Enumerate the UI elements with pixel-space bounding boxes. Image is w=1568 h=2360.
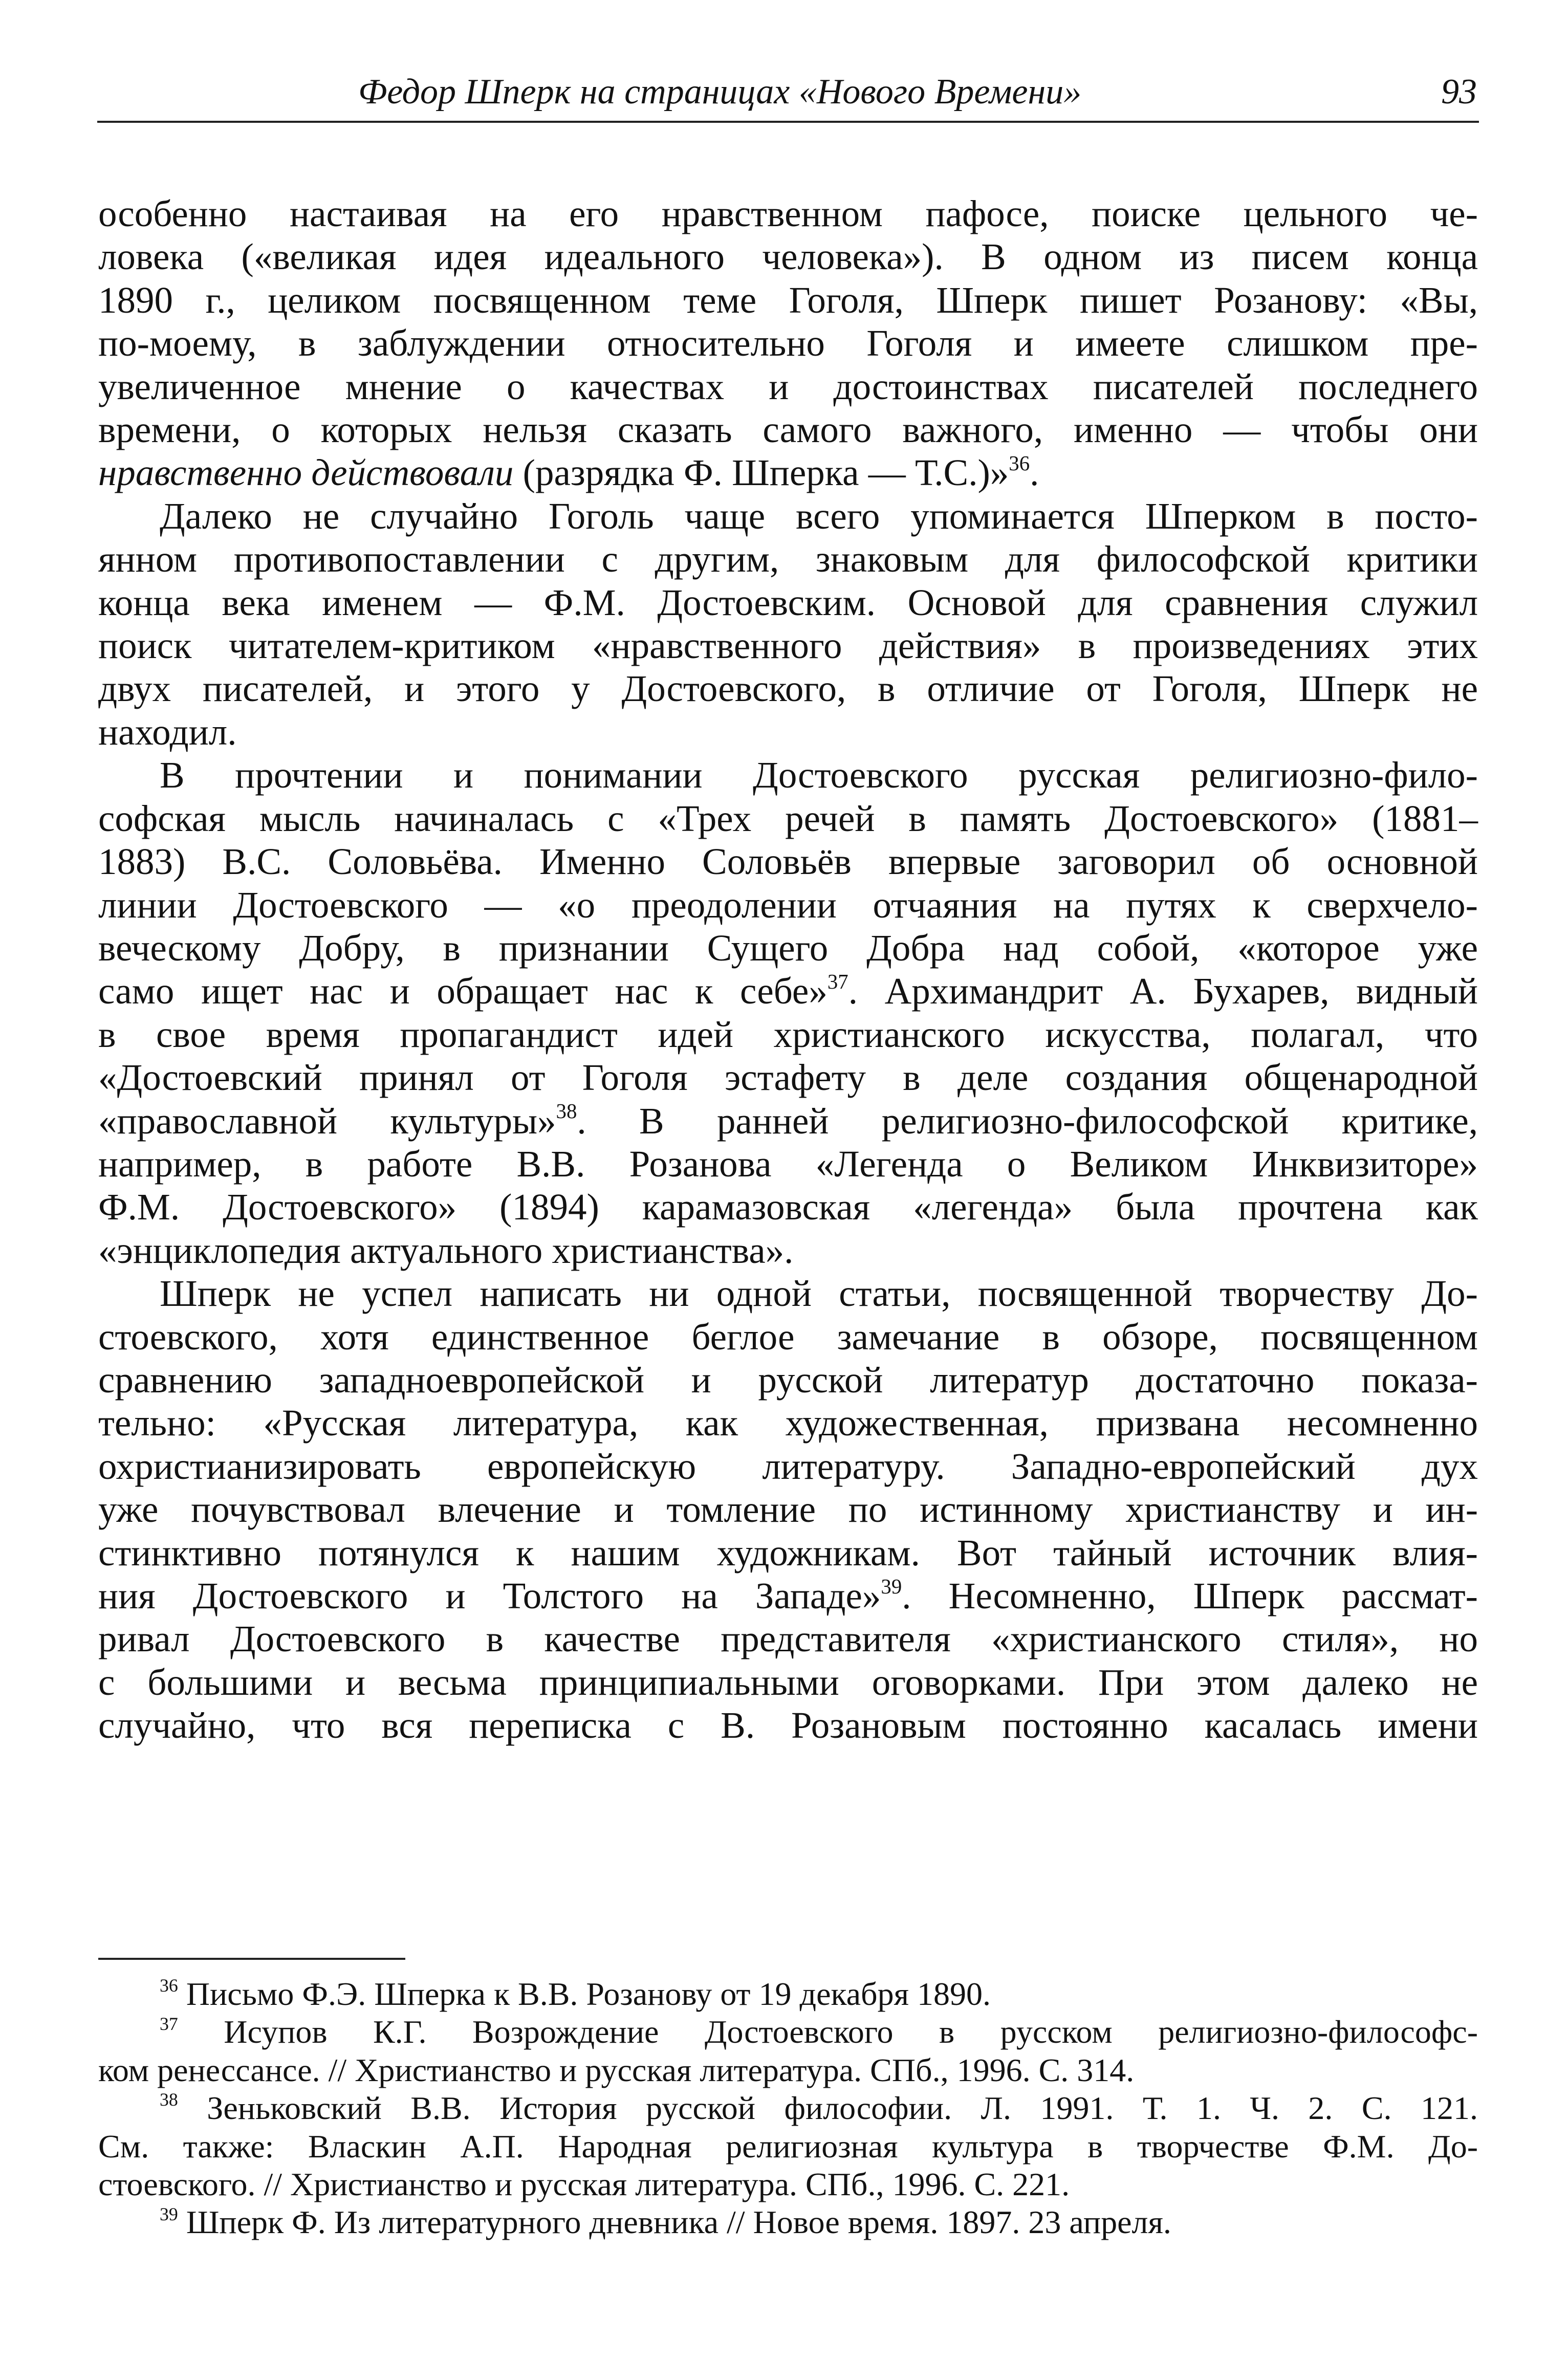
footnote-ref-36[interactable]: 36 — [1009, 452, 1030, 475]
footnote-separator — [98, 1958, 405, 1960]
footnote-number: 39 — [160, 2203, 178, 2224]
text-line: линии Достоевского — «о преодолении отчаяния на путях к сверхчело- — [98, 884, 1478, 926]
footnote-text: Шперк Ф. Из литературного дневника // Новое время. 1897. 23 апреля. — [178, 2204, 1171, 2241]
footnote-38 — [98, 2089, 1478, 2203]
text-line: по-моему, в заблуждении относительно Гоголя и имеете слишком пре- — [98, 322, 1478, 364]
text-line: софская мысль начиналась с «Трех речей в память Достоевского» (1881– — [98, 797, 1478, 839]
text-run: . — [1030, 452, 1039, 494]
footnote-line: ком ренессансе. // Христианство и русская литература. СПб., 1996. С. 314. — [98, 2051, 1135, 2088]
text-line: ривал Достоевского в качестве представителя «христианского стиля», но — [98, 1618, 1478, 1660]
text-line: тельно: «Русская литература, как художественная, призвана несомненно — [98, 1402, 1478, 1444]
text-run: ния Достоевского и Толстого на Западе» — [98, 1575, 881, 1616]
footnote-line — [98, 1975, 1478, 2013]
text-line: случайно, что вся переписка с В. Розановым постоянно касалась имени — [98, 1705, 1478, 1746]
footnote-line — [98, 2013, 1478, 2051]
text-line: 1883) В.С. Соловьёва. Именно Соловьёв впервые заговорил об основной — [98, 841, 1478, 883]
text-line: охристианизировать европейскую литературу. Западно-европейский дух — [98, 1445, 1478, 1487]
text-line: в свое время пропагандист идей христианского искусства, полагал, что — [98, 1013, 1478, 1055]
emphasized-text: нравственно действовали — [98, 452, 514, 494]
text-line: сравнению западноевропейской и русской литератур достаточно показа- — [98, 1359, 1478, 1401]
footnote-39 — [98, 2203, 1478, 2241]
text-line: Далеко не случайно Гоголь чаще всего упоминается Шперком в посто- — [160, 495, 1478, 537]
text-line — [98, 1575, 1478, 1618]
text-line — [98, 970, 1478, 1013]
text-line: находил. — [98, 711, 237, 753]
running-title: Федор Шперк на страницах «Нового Времени» — [358, 72, 1082, 112]
footnote-ref-37[interactable]: 37 — [827, 970, 848, 993]
text-run: «православной культуры» — [98, 1100, 556, 1142]
text-line: времени, о которых нельзя сказать самого важного, именно — чтобы они — [98, 409, 1478, 451]
text-line: особенно настаивая на его нравственном пафосе, поиске цельного че- — [98, 193, 1478, 234]
text-run: . Несомненно, Шперк рассмат- — [902, 1575, 1478, 1616]
text-run: . Архимандрит А. Бухарев, видный — [848, 970, 1478, 1012]
text-line: поиск читателем-критиком «нравственного действия» в произведениях этих — [98, 625, 1478, 667]
footnotes — [98, 1975, 1478, 2242]
footnote-37 — [98, 2013, 1478, 2089]
main-text — [98, 192, 1478, 1747]
text-run: . В ранней религиозно-философской критике, — [577, 1100, 1478, 1142]
text-run: само ищет нас и обращает нас к себе» — [98, 970, 827, 1012]
text-line: ловека («великая идея идеального человека»). В одном из писем конца — [98, 236, 1478, 278]
text-line: уже почувствовал влечение и томление по истинному христианству и ин- — [98, 1489, 1478, 1531]
text-line: янном противопоставлении с другим, знаковым для философской критики — [98, 538, 1478, 580]
footnote-text: Исупов К.Г. Возрождение Достоевского в русском религиозно-философс- — [178, 2014, 1478, 2050]
paragraph-3 — [98, 754, 1478, 1272]
text-line: веческому Добру, в признании Сущего Добра над собой, «которое уже — [98, 927, 1478, 969]
text-line — [98, 1100, 1478, 1143]
page-number: 93 — [1441, 72, 1477, 112]
paragraph-4 — [98, 1272, 1478, 1747]
text-line — [98, 451, 1478, 494]
footnote-ref-38[interactable]: 38 — [556, 1100, 577, 1123]
text-line: «энциклопедия актуального христианства». — [98, 1229, 794, 1271]
paragraph-2 — [98, 495, 1478, 754]
paragraph-1 — [98, 192, 1478, 495]
header-rule — [97, 121, 1479, 123]
footnote-number: 38 — [160, 2089, 178, 2110]
text-line: с большими и весьма принципиальными оговорками. При этом далеко не — [98, 1661, 1478, 1703]
text-line: Ф.М. Достоевского» (1894) карамазовская «легенда» была прочтена как — [98, 1186, 1478, 1228]
footnote-line — [98, 2203, 1478, 2241]
text-line: стинктивно потянулся к нашим художникам. Вот тайный источник влия- — [98, 1532, 1478, 1574]
text-line: 1890 г., целиком посвященном теме Гоголя, Шперк пишет Розанову: «Вы, — [98, 279, 1478, 321]
footnote-line: См. также: Власкин А.П. Народная религиозная культура в творчестве Ф.М. До- — [98, 2128, 1478, 2165]
text-line: конца века именем — Ф.М. Достоевским. Основой для сравнения служил — [98, 581, 1478, 623]
footnote-36 — [98, 1975, 1478, 2013]
text-line: например, в работе В.В. Розанова «Легенда о Великом Инквизиторе» — [98, 1143, 1478, 1185]
text-run: (разрядка Ф. Шперка — Т.С.)» — [513, 452, 1009, 494]
footnote-number: 36 — [160, 1975, 178, 1996]
text-line: стоевского, хотя единственное беглое замечание в обзоре, посвященном — [98, 1316, 1478, 1358]
text-line: В прочтении и понимании Достоевского русская религиозно-фило- — [160, 754, 1478, 796]
text-line: двух писателей, и этого у Достоевского, в отличие от Гоголя, Шперк не — [98, 668, 1478, 710]
text-line: «Достоевский принял от Гоголя эстафету в деле создания общенародной — [98, 1057, 1478, 1099]
text-line: увеличенное мнение о качествах и достоинствах писателей последнего — [98, 365, 1478, 407]
footnote-text: Письмо Ф.Э. Шперка к В.В. Розанову от 19 декабря 1890. — [178, 1976, 991, 2012]
text-line: Шперк не успел написать ни одной статьи, посвященной творчеству До- — [160, 1273, 1478, 1315]
footnote-line — [98, 2089, 1478, 2127]
footnote-text: Зеньковский В.В. История русской философии. Л. 1991. Т. 1. Ч. 2. С. 121. — [178, 2090, 1478, 2127]
footnote-ref-39[interactable]: 39 — [881, 1575, 902, 1598]
footnote-line: стоевского. // Христианство и русская литература. СПб., 1996. С. 221. — [98, 2166, 1070, 2203]
footnote-number: 37 — [160, 2013, 178, 2034]
